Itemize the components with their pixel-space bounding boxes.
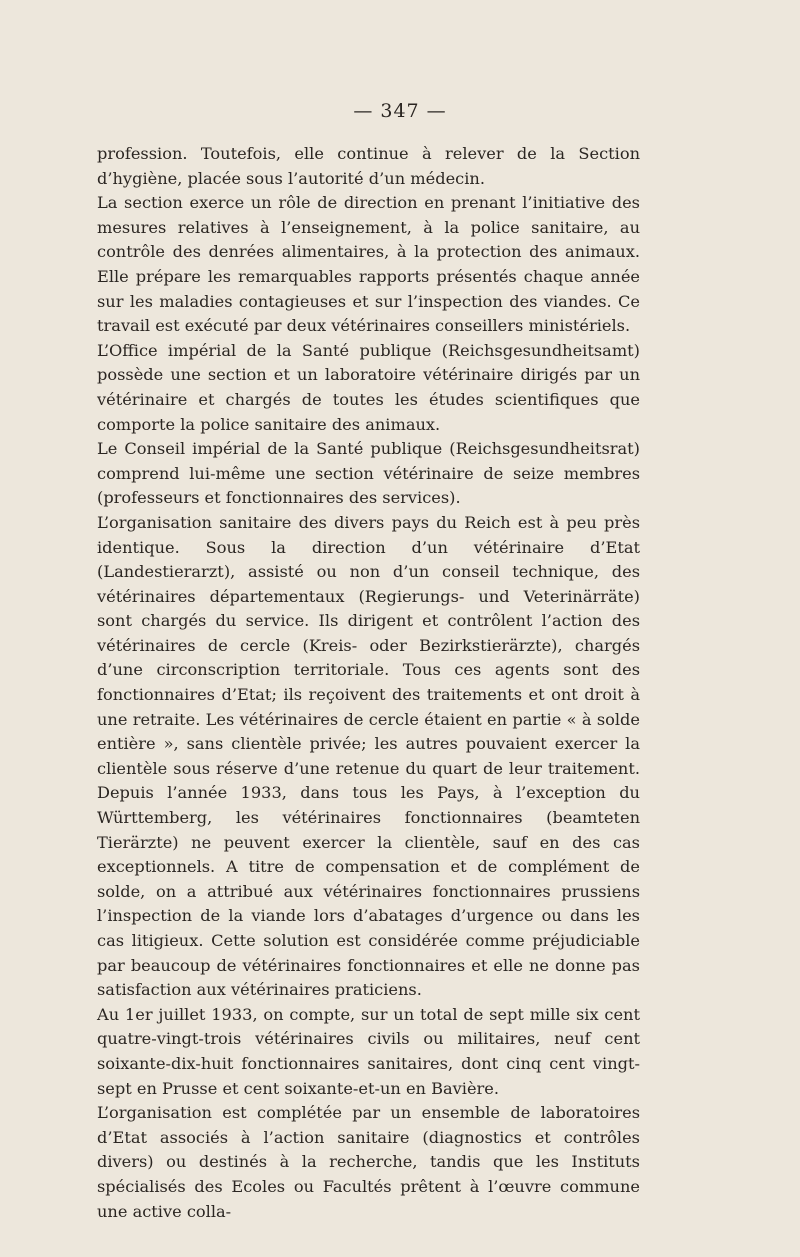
page-number: — 347 — — [353, 100, 447, 122]
paragraph: Au 1er juillet 1933, on compte, sur un total de sept mille six cent quatre-vingt-trois vétérinaires civils ou militaires, neuf cent soixante-dix-huit fonctionnaires sanitaires, dont cinq cent vingt-sept en Prusse et cent soixante-et-un en Bavière. — [97, 1004, 640, 1098]
paragraph: L’organisation est complétée par un ensemble de laboratoires d’Etat associés à l’action sanitaire (diagnostics et contrôles divers) ou destinés à la recherche, tandis que les Instituts spécialisés des Ecoles ou Facultés prêtent à l’œuvre commune une active colla- — [97, 1103, 640, 1221]
paragraph: La section exerce un rôle de direction en prenant l’initiative des mesures relatives à l’enseignement, à la police sanitaire, au contrôle des denrées alimentaires, à la protection des animaux. Elle prépare les remarquables rapports présentés chaque année sur les maladies contagieuses et sur l’inspection des viandes. Ce travail est exécuté par deux vétérinaires conseillers ministériels. — [97, 193, 640, 336]
paragraph: L’Office impérial de la Santé publique (Reichsgesundheitsamt) possède une section et un laboratoire vétérinaire dirigés par un vétérinaire et chargés de toutes les études scientifiques que comporte la police sanitaire des animaux. — [97, 340, 640, 434]
body-text — [97, 142, 640, 1224]
paragraph: Le Conseil impérial de la Santé publique (Reichsgesundheitsrat) comprend lui-même une section vétérinaire de seize membres (professeurs et fonctionnaires des services). — [97, 439, 640, 508]
paragraph: profession. Toutefois, elle continue à relever de la Section d’hygiène, placée sous l’autorité d’un médecin. — [97, 144, 640, 188]
paragraph: L’organisation sanitaire des divers pays du Reich est à peu près identique. Sous la direction d’un vétérinaire d’Etat (Landestierarzt), assisté ou non d’un conseil technique, des vétérinaires départementaux (Regierungs- und Veterinärräte) sont chargés du service. Ils dirigent et contrôlent l’action des vétérinaires de cercle (Kreis- oder Bezirkstierärzte), chargés d’une circonscription territoriale. Tous ces agents sont des fonctionnaires d’Etat; ils reçoivent des traitements et ont droit à une retraite. Les vétérinaires de cercle étaient en partie « à solde entière », sans clientèle privée; les autres pouvaient exercer la clientèle sous réserve d’une retenue du quart de leur traitement. Depuis l’année 1933, dans tous les Pays, à l’exception du Württemberg, les vétérinaires fonctionnaires (beamteten Tierärzte) ne peuvent exercer la clientèle, sauf en des cas exceptionnels. A titre de compensation et de complément de solde, on a attribué aux vétérinaires fonctionnaires prussiens l’inspection de la viande lors d’abatages d’urgence ou dans les cas litigieux. Cette solution est considérée comme préjudiciable par beaucoup de vétérinaires fonctionnaires et elle ne donne pas satisfaction aux vétérinaires praticiens. — [97, 512, 640, 1000]
